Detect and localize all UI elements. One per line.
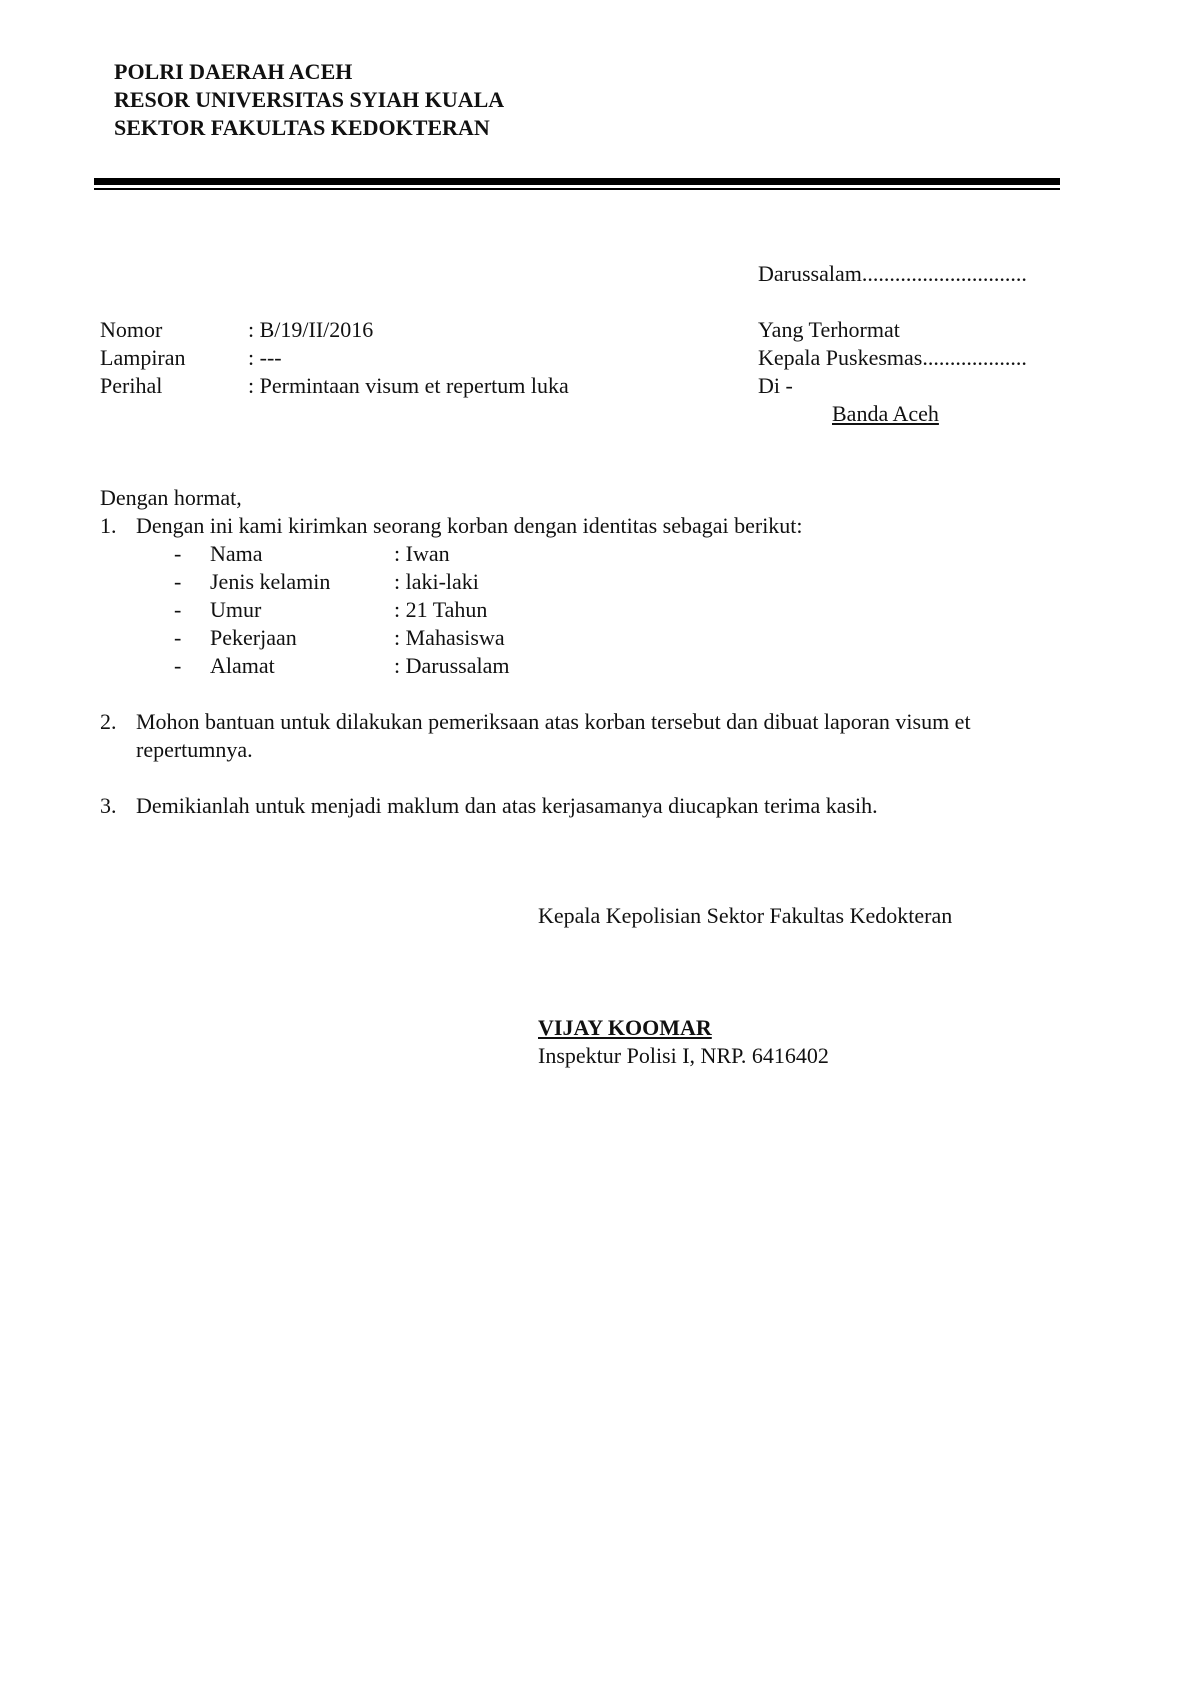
identity-value: : Mahasiswa [394,625,505,650]
greeting: Dengan hormat, [100,485,242,510]
signature-name: VIJAY KOOMAR [538,1015,712,1040]
identity-dash: - [174,597,182,622]
item-1-text: Dengan ini kami kirimkan seorang korban dengan identitas sebagai berikut: [136,513,803,538]
header-divider-thin [94,188,1060,190]
item-1-number: 1. [100,513,117,538]
header-line-2: RESOR UNIVERSITAS SYIAH KUALA [114,87,505,112]
identity-label: Umur [210,597,262,622]
recipient-city: Banda Aceh [832,401,939,426]
identity-dash: - [174,569,182,594]
perihal-label: Perihal [100,373,163,398]
identity-label: Nama [210,541,263,566]
header-line-3: SEKTOR FAKULTAS KEDOKTERAN [114,115,490,140]
identity-value: : laki-laki [394,569,479,594]
item-2-line-2: repertumnya. [136,737,253,762]
nomor-label: Nomor [100,317,163,342]
recipient-line-3: Di - [758,373,793,398]
item-2-number: 2. [100,709,117,734]
signature-title: Kepala Kepolisian Sektor Fakultas Kedokteran [538,903,953,928]
identity-label: Jenis kelamin [210,569,331,594]
item-3-text: Demikianlah untuk menjadi maklum dan atas kerjasamanya diucapkan terima kasih. [136,793,878,818]
identity-value: : Darussalam [394,653,510,678]
item-2-line-1: Mohon bantuan untuk dilakukan pemeriksaan atas korban tersebut dan dibuat laporan visum et [136,709,971,734]
identity-dash: - [174,625,182,650]
recipient-line-1: Yang Terhormat [758,317,900,342]
lampiran-label: Lampiran [100,345,186,370]
item-3-number: 3. [100,793,117,818]
identity-label: Alamat [210,653,275,678]
identity-dash: - [174,653,182,678]
identity-value: : 21 Tahun [394,597,488,622]
header-line-1: POLRI DAERAH ACEH [114,59,353,84]
recipient-line-2: Kepala Puskesmas................... [758,345,1027,370]
identity-label: Pekerjaan [210,625,297,650]
lampiran-value: : --- [248,345,282,370]
header-divider-thick [94,178,1060,185]
identity-value: : Iwan [394,541,450,566]
place-date: Darussalam.............................. [758,261,1027,286]
nomor-value: : B/19/II/2016 [248,317,374,342]
signature-rank: Inspektur Polisi I, NRP. 6416402 [538,1043,829,1068]
perihal-value: : Permintaan visum et repertum luka [248,373,569,398]
identity-dash: - [174,541,182,566]
